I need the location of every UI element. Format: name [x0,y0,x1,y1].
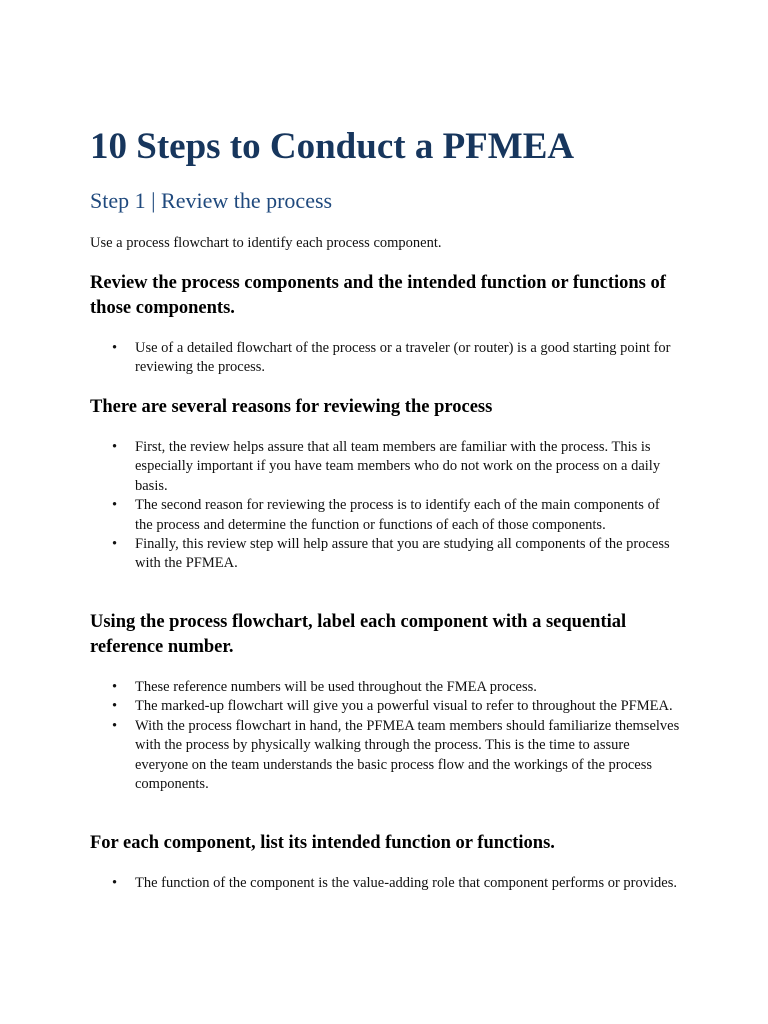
bullet-icon: • [112,497,118,514]
list-item: • Finally, this review step will help assure that you are studying all components of the process with the PFMEA. [112,536,670,572]
section-heading: Review the process components and the intended function or functions of those components. [90,273,666,318]
section-heading: For each component, list its intended function or functions. [90,833,555,853]
list-item: • The marked-up flowchart will give you a powerful visual to refer to throughout the PFMEA. [90,697,680,716]
bullet-list [90,874,680,893]
list-item: • The second reason for reviewing the process is to identify each of the main components of the process and determine the function or functions of each of those components. [112,497,660,533]
bullet-icon: • [112,679,118,695]
page-title: 10 Steps to Conduct a PFMEA [90,126,575,167]
bullet-list [90,678,680,794]
intro-paragraph: Use a process flowchart to identify each process component. [90,235,442,251]
bullet-icon: • [112,875,118,891]
list-item: • With the process flowchart in hand, the PFMEA team members should familiarize themselves with the process by physically walking through the process. This is the time to assure everyone on the team understands the basic process flow and the workings of the process components. [112,717,680,793]
bullet-icon: • [112,717,118,734]
step-heading: Step 1 | Review the process [90,188,333,213]
list-item: • The function of the component is the value-adding role that component performs or provides. [90,874,680,893]
bullet-icon: • [112,536,118,553]
bullet-icon: • [112,340,118,356]
list-item: • First, the review helps assure that all team members are familiar with the process. This is especially important if you have team members who do not work on the process on a daily basis. [112,439,661,494]
section-heading: There are several reasons for reviewing the process [90,397,493,417]
section-heading: Using the process flowchart, label each component with a sequential reference number. [90,612,627,657]
bullet-list [90,339,680,378]
list-item: • Use of a detailed flowchart of the process or a traveler (or router) is a good starting point for reviewing the process. [112,340,671,376]
bullet-icon: • [112,439,118,455]
bullet-list [90,438,680,574]
list-item: • These reference numbers will be used throughout the FMEA process. [90,678,680,697]
bullet-icon: • [112,698,118,715]
